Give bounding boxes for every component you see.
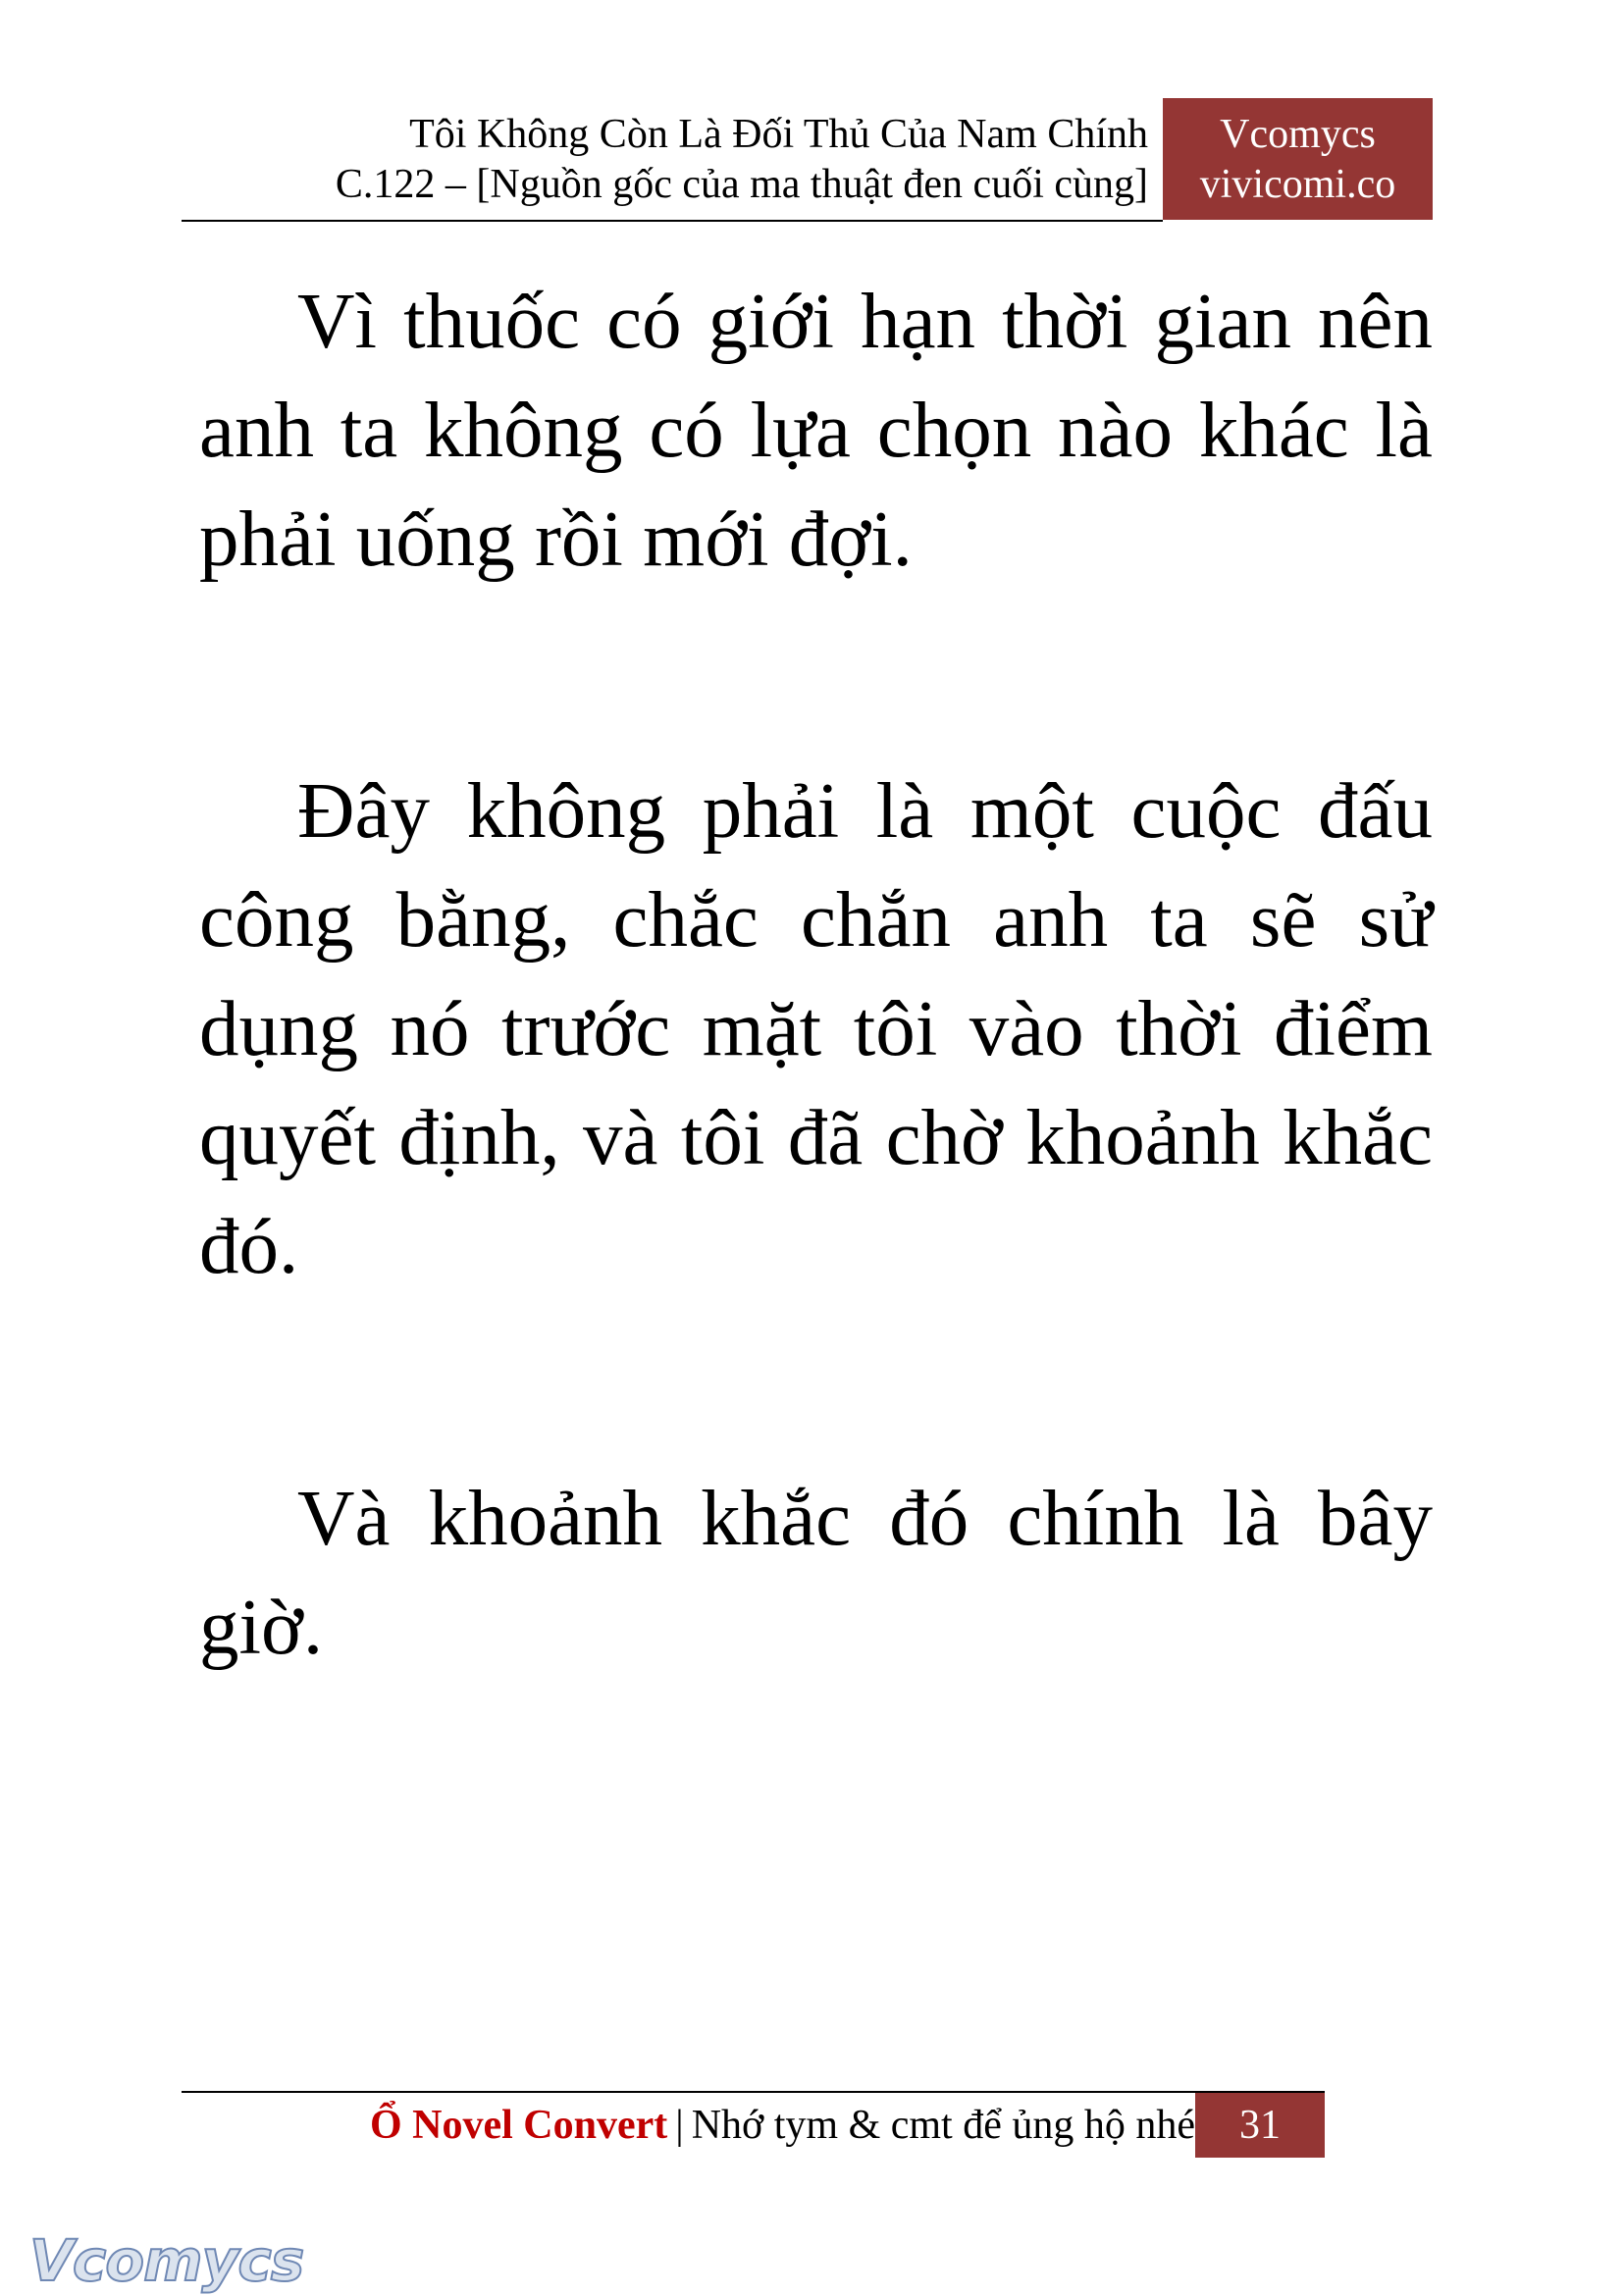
brand-site: vivicomi.co: [1199, 162, 1396, 207]
paragraph-3: Và khoảnh khắc đó chính là bây giờ.: [199, 1474, 1433, 1671]
footer-brand: Ổ Novel Convert: [369, 2103, 668, 2148]
footer-message: Nhớ tym & cmt để ủng hộ nhé: [691, 2103, 1195, 2148]
header-titles: [336, 110, 1148, 210]
footer-separator: |: [675, 2103, 684, 2148]
page-footer: [182, 2093, 1325, 2158]
header-divider: [182, 220, 1163, 222]
page-content: [199, 267, 1433, 1682]
paragraph-2: Đây không phải là một cuộc đấu công bằng, chắc chắn anh ta sẽ sử dụng nó trước mặt tôi vào thời điểm quyết định, và tôi đã chờ khoảnh khắc đó.: [199, 766, 1433, 1290]
watermark-logo: Vcomycs: [29, 2227, 304, 2294]
chapter-title: C.122 – [Nguồn gốc của ma thuật đen cuối cùng]: [335, 162, 1148, 207]
brand-badge: [1163, 98, 1433, 220]
footer-text: [370, 2101, 1195, 2150]
book-title: Tôi Không Còn Là Đối Thủ Của Nam Chính: [409, 112, 1148, 157]
page-header: [182, 98, 1433, 220]
brand-name: Vcomycs: [1220, 112, 1376, 157]
page-number: 31: [1195, 2093, 1325, 2158]
paragraph-1: Vì thuốc có giới hạn thời gian nên anh ta không có lựa chọn nào khác là phải uống rồi mới đợi.: [199, 277, 1433, 583]
